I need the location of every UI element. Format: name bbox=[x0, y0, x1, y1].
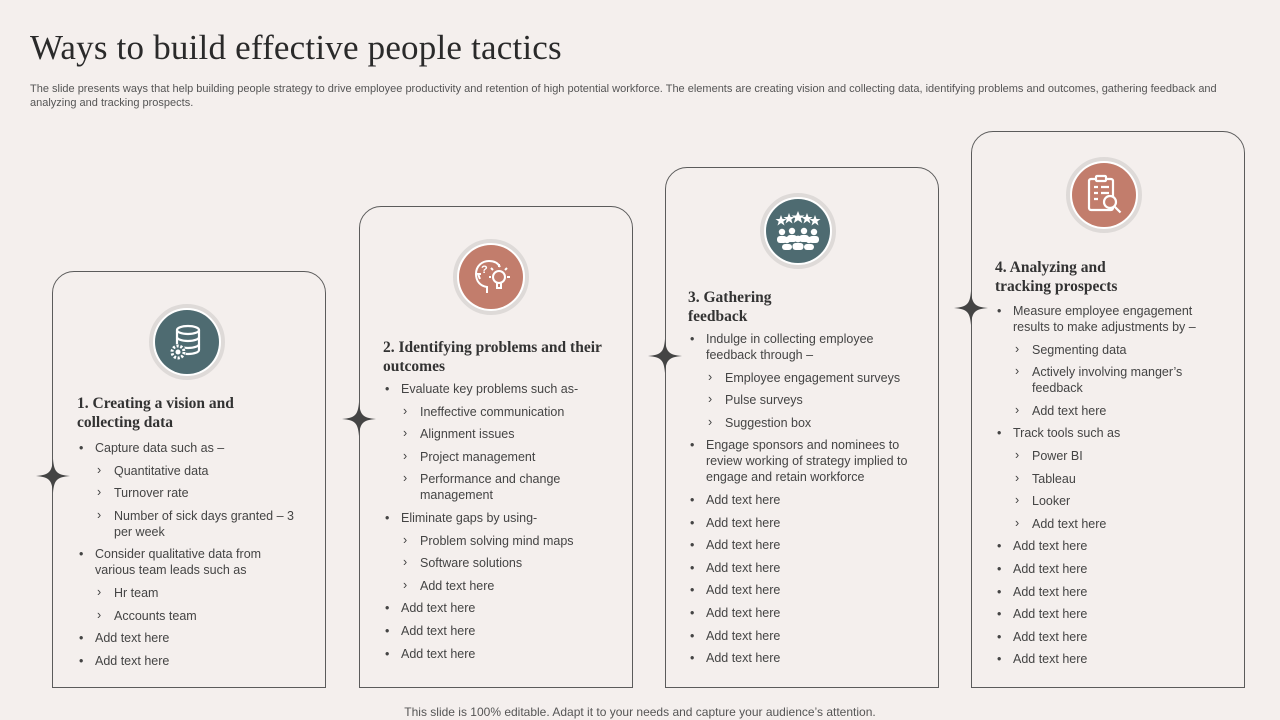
card-items bbox=[383, 381, 609, 668]
bullet-item: • Evaluate key problems such as- bbox=[383, 381, 609, 397]
bullet-item: • Capture data such as – bbox=[77, 440, 303, 456]
bullet-item: • Measure employee engagement results to make adjustments by – bbox=[995, 303, 1223, 335]
card-analyzing-tracking bbox=[971, 131, 1245, 688]
sub-bullet-item: › Add text here bbox=[995, 403, 1223, 419]
sub-bullet-item: › Problem solving mind maps bbox=[383, 533, 609, 549]
report-search-icon bbox=[1084, 174, 1124, 216]
bullet-item: • Add text here bbox=[688, 537, 918, 553]
sub-bullet-item: › Tableau bbox=[995, 471, 1223, 487]
sub-bullet-item: › Add text here bbox=[383, 578, 609, 594]
footer-note: This slide is 100% editable. Adapt it to your needs and capture your audience’s attention. bbox=[404, 705, 876, 719]
bullet-item: • Add text here bbox=[688, 650, 918, 666]
sub-bullet-item: › Number of sick days granted – 3 per week bbox=[77, 508, 303, 540]
icon-badge bbox=[1066, 157, 1142, 233]
bullet-item: • Add text here bbox=[383, 623, 609, 639]
head-lightbulb-icon bbox=[469, 255, 513, 299]
bullet-item: • Indulge in collecting employee feedback through – bbox=[688, 331, 918, 363]
bullet-item: • Add text here bbox=[77, 653, 303, 669]
bullet-item: • Add text here bbox=[688, 628, 918, 644]
icon-badge bbox=[453, 239, 529, 315]
sparkle-star-icon bbox=[954, 291, 988, 325]
bullet-item: • Track tools such as bbox=[995, 425, 1223, 441]
bullet-item: • Add text here bbox=[383, 600, 609, 616]
card-heading: 4. Analyzing and tracking prospects bbox=[995, 259, 1118, 295]
bullet-item: • Add text here bbox=[688, 560, 918, 576]
sub-bullet-item: › Performance and change management bbox=[383, 471, 609, 503]
sub-bullet-item: › Turnover rate bbox=[77, 485, 303, 501]
sub-bullet-item: › Hr team bbox=[77, 585, 303, 601]
icon-badge bbox=[760, 193, 836, 269]
card-creating-vision bbox=[52, 271, 326, 688]
bullet-item: • Add text here bbox=[995, 606, 1223, 622]
bullet-item: • Add text here bbox=[688, 492, 918, 508]
sub-bullet-item: › Software solutions bbox=[383, 555, 609, 571]
card-items bbox=[995, 303, 1223, 674]
bullet-item: • Add text here bbox=[995, 561, 1223, 577]
sparkle-star-icon bbox=[36, 459, 70, 493]
sub-bullet-item: › Employee engagement surveys bbox=[688, 370, 918, 386]
bullet-item: • Add text here bbox=[688, 582, 918, 598]
card-heading: 2. Identifying problems and their outcomes bbox=[383, 339, 602, 375]
sub-bullet-item: › Add text here bbox=[995, 516, 1223, 532]
card-gathering-feedback bbox=[665, 167, 939, 688]
sub-bullet-item: › Pulse surveys bbox=[688, 392, 918, 408]
bullet-item: • Add text here bbox=[383, 646, 609, 662]
sub-bullet-item: › Ineffective communication bbox=[383, 404, 609, 420]
bullet-item: • Eliminate gaps by using- bbox=[383, 510, 609, 526]
sub-bullet-item: › Quantitative data bbox=[77, 463, 303, 479]
bullet-item: • Add text here bbox=[77, 630, 303, 646]
sub-bullet-item: › Actively involving manger’s feedback bbox=[995, 364, 1223, 396]
bullet-item: • Add text here bbox=[688, 605, 918, 621]
sub-bullet-item: › Suggestion box bbox=[688, 415, 918, 431]
card-identifying-problems bbox=[359, 206, 633, 688]
sub-bullet-item: › Segmenting data bbox=[995, 342, 1223, 358]
sparkle-star-icon bbox=[648, 339, 682, 373]
bullet-item: • Add text here bbox=[688, 515, 918, 531]
card-heading: 1. Creating a vision and collecting data bbox=[77, 395, 234, 431]
slide-subtitle: The slide presents ways that help building people strategy to drive employee productivity and retention of high potential workforce. The elements are creating vision and collecting data, identifying problems and outcomes, gathering feedback and analyzing and tracking prospects. bbox=[30, 83, 1217, 109]
database-gear-icon bbox=[167, 322, 207, 362]
card-items bbox=[688, 331, 918, 673]
card-items bbox=[77, 440, 303, 675]
sparkle-star-icon bbox=[342, 402, 376, 436]
sub-bullet-item: › Project management bbox=[383, 449, 609, 465]
bullet-item: • Add text here bbox=[995, 538, 1223, 554]
bullet-item: • Add text here bbox=[995, 629, 1223, 645]
sub-bullet-item: › Looker bbox=[995, 493, 1223, 509]
sub-bullet-item: › Accounts team bbox=[77, 608, 303, 624]
sub-bullet-item: › Power BI bbox=[995, 448, 1223, 464]
svg-text:?: ? bbox=[481, 264, 488, 276]
bullet-item: • Add text here bbox=[995, 584, 1223, 600]
rating-team-icon bbox=[775, 211, 821, 251]
slide-title: Ways to build effective people tactics bbox=[30, 28, 562, 67]
card-heading: 3. Gathering feedback bbox=[688, 289, 772, 325]
bullet-item: • Add text here bbox=[995, 651, 1223, 667]
sub-bullet-item: › Alignment issues bbox=[383, 426, 609, 442]
bullet-item: • Engage sponsors and nominees to review working of strategy implied to engage and retain workforce bbox=[688, 437, 918, 485]
icon-badge bbox=[149, 304, 225, 380]
bullet-item: • Consider qualitative data from various team leads such as bbox=[77, 546, 303, 578]
